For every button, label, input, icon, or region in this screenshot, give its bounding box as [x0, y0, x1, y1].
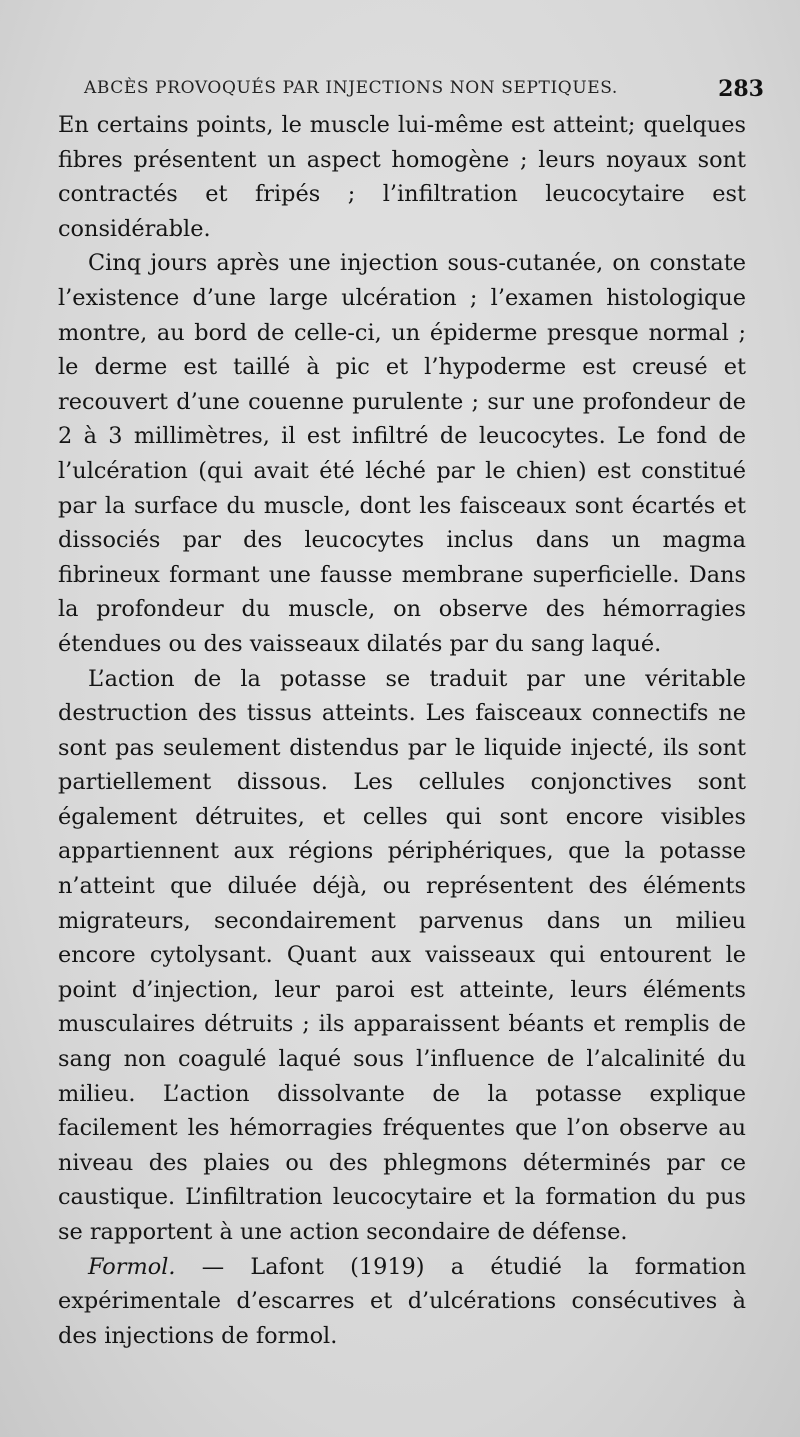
- paragraph-lead: Formol.: [88, 1253, 176, 1280]
- paragraph-text: Cinq jours après une injection sous-cutanée, on constate l’existence d’une large ulcération ; l’examen histologique montre, au bord de celle-ci, un épiderme presque normal ; le derme est taillé à pic et l’hypoderme est creusé et recouvert d’une couenne purulente ; sur une profondeur de 2 à 3 millimètres, il est infiltré de leucocytes. Le fond de l’ulcération (qui avait été léché par le chien) est constitué par la surface du muscle, dont les faisceaux sont écartés et dissociés par des leucocytes inclus dans un magma fibrineux formant une fausse membrane superficielle. Dans la profondeur du muscle, on observe des hémorragies étendues ou des vaisseaux dilatés par du sang laqué.: [58, 250, 746, 657]
- paragraph-text: — Lafont (1919) a étudié la formation expérimentale d’escarres et d’ulcérations consécutives à des injections de formol.: [58, 1253, 746, 1349]
- paragraph: [58, 662, 746, 1250]
- paragraph-text: L’action de la potasse se traduit par une véritable destruction des tissus atteints. Les faisceaux connectifs ne sont pas seulement distendus par le liquide injecté, ils sont partiellement dissous. Les cellules conjonctives sont également détruites, et celles qui sont encore visibles appartiennent aux régions périphériques, que la potasse n’atteint que diluée déjà, ou représentent des éléments migrateurs, secondairement parvenus dans un milieu encore cytolysant. Quant aux vaisseaux qui entourent le point d’injection, leur paroi est atteinte, leurs éléments musculaires détruits ; ils apparaissent béants et remplis de sang non coagulé laqué sous l’influence de l’alcalinité du milieu. L’action dissolvante de la potasse explique facilement les hémorragies fréquentes que l’on observe au niveau des plaies ou des phlegmons déterminés par ce caustique. L’infiltration leucocytaire et la formation du pus se rapportent à une action secondaire de défense.: [58, 665, 746, 1245]
- page-header: [84, 76, 774, 106]
- paragraph-text: En certains points, le muscle lui-même est atteint; quelques fibres présentent un aspect homogène ; leurs noyaux sont contractés et fripés ; l’infiltration leucocytaire est considérable.: [58, 112, 746, 242]
- page-number: 283: [718, 76, 764, 102]
- body-text: [58, 108, 746, 1353]
- paragraph: [58, 246, 746, 661]
- paragraph: [58, 1250, 746, 1354]
- running-head: ABCÈS PROVOQUÉS PAR INJECTIONS NON SEPTIQUES.: [84, 78, 618, 98]
- paragraph: [58, 108, 746, 246]
